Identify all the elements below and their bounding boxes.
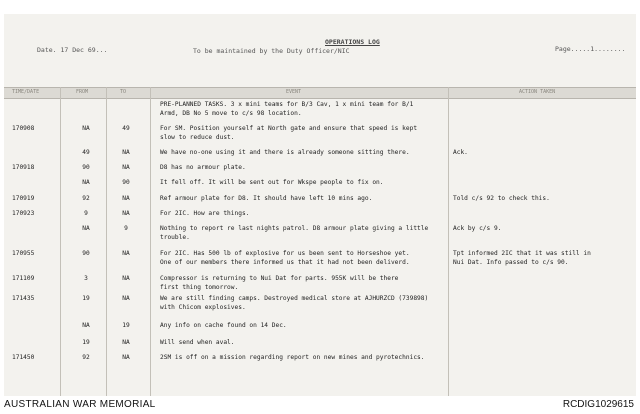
log-event-line: D8 has no armour plate. <box>160 164 246 171</box>
log-to: NA <box>122 210 130 217</box>
log-action-line: Tpt informed 2IC that it was still in <box>453 250 591 257</box>
log-time: 171109 <box>12 275 35 282</box>
log-from: 3 <box>84 275 88 282</box>
log-subtitle: To be maintained by the Duty Officer/NIC <box>193 47 350 55</box>
log-event-line: For 2IC. How are things. <box>160 210 250 217</box>
log-to: NA <box>122 354 130 361</box>
log-event-line: For SM. Position yourself at North gate and ensure that speed is kept <box>160 125 418 132</box>
log-event-line: first thing tomorrow. <box>160 283 239 291</box>
log-event-line: slow to reduce dust. <box>160 133 235 141</box>
log-from: NA <box>82 225 90 232</box>
log-event-line: with Chicom explosives. <box>160 303 246 311</box>
column-divider <box>448 87 449 396</box>
log-date: Date. 17 Dec 69... <box>37 46 108 54</box>
column-divider <box>60 87 61 396</box>
log-from: 19 <box>82 295 90 302</box>
log-time: 171450 <box>12 354 35 361</box>
log-to: NA <box>122 250 130 257</box>
log-time: 170923 <box>12 210 35 217</box>
log-event-line: Compressor is returning to Nui Dat for parts. 955K will be there <box>160 275 399 282</box>
log-time: 170918 <box>12 164 35 171</box>
log-from: 19 <box>82 339 90 346</box>
log-from: NA <box>82 322 90 329</box>
col-header-action: ACTION TAKEN <box>519 89 556 95</box>
log-to: NA <box>122 164 130 171</box>
log-from: 90 <box>82 250 90 257</box>
log-to: 19 <box>122 322 130 329</box>
log-event-line: Will send when aval. <box>160 339 235 346</box>
footer-archive-name: AUSTRALIAN WAR MEMORIAL <box>4 399 156 410</box>
log-table <box>4 87 636 396</box>
log-to: NA <box>122 275 130 282</box>
log-from: NA <box>82 125 90 132</box>
log-from: 92 <box>82 195 90 202</box>
log-event-line: We have no-one using it and there is already someone sitting there. <box>160 149 410 156</box>
log-to: NA <box>122 195 130 202</box>
column-divider <box>106 87 107 396</box>
log-event-line: Ref armour plate for D8. It should have left 10 mins ago. <box>160 195 373 202</box>
log-from: 92 <box>82 354 90 361</box>
footer-record-id: RCDIG1029615 <box>562 399 634 410</box>
log-event-line: trouble. <box>160 233 190 241</box>
log-time: 171435 <box>12 295 35 302</box>
log-event-line: One of our members there informed us that it had not been deliverd. <box>160 258 410 266</box>
log-event-line: Nothing to report re last nights patrol. D8 armour plate giving a little <box>160 225 429 232</box>
log-event-line: 2SM is off on a mission regarding report on new mines and pyrotechnics. <box>160 354 425 361</box>
log-to: 9 <box>124 225 128 232</box>
log-action-line: Nui Dat. Info passed to c/s 90. <box>453 258 569 266</box>
log-event-line: It fell off. It will be sent out for Wkspe people to fix on. <box>160 179 384 186</box>
column-header-row <box>4 87 636 99</box>
log-to: NA <box>122 339 130 346</box>
log-action-line: Told c/s 92 to check this. <box>453 195 550 202</box>
col-header-time: TIME/DATE <box>12 89 40 95</box>
log-to: NA <box>122 149 130 156</box>
log-from: 9 <box>84 210 88 217</box>
log-from: NA <box>82 179 90 186</box>
log-to: 49 <box>122 125 130 132</box>
column-divider <box>150 87 151 396</box>
log-time: 170908 <box>12 125 35 132</box>
log-action-line: Ack. <box>453 149 468 156</box>
col-header-from: FROM <box>76 89 89 95</box>
log-from: 49 <box>82 149 90 156</box>
log-title: OPERATIONS LOG <box>325 38 380 46</box>
log-event-line: For 2IC. Has 500 lb of explosive for us been sent to Horseshoe yet. <box>160 250 410 257</box>
log-event-line: Any info on cache found on 14 Dec. <box>160 322 287 329</box>
log-event-line: PRE-PLANNED TASKS. 3 x mini teams for B/3 Cav, 1 x mini team for B/1 <box>160 101 414 108</box>
log-from: 90 <box>82 164 90 171</box>
col-header-event: EVENT <box>286 89 302 95</box>
log-to: NA <box>122 295 130 302</box>
log-to: 90 <box>122 179 130 186</box>
log-page-number: Page.....1........ <box>555 45 626 53</box>
log-time: 170955 <box>12 250 35 257</box>
col-header-to: TO <box>120 89 127 95</box>
log-action-line: Ack by c/s 9. <box>453 225 502 232</box>
log-time: 170919 <box>12 195 35 202</box>
log-event-line: Armd, DB No 5 move to c/s 98 location. <box>160 109 302 117</box>
log-event-line: We are still finding camps. Destroyed medical store at AJHURZCD (739898) <box>160 295 429 302</box>
